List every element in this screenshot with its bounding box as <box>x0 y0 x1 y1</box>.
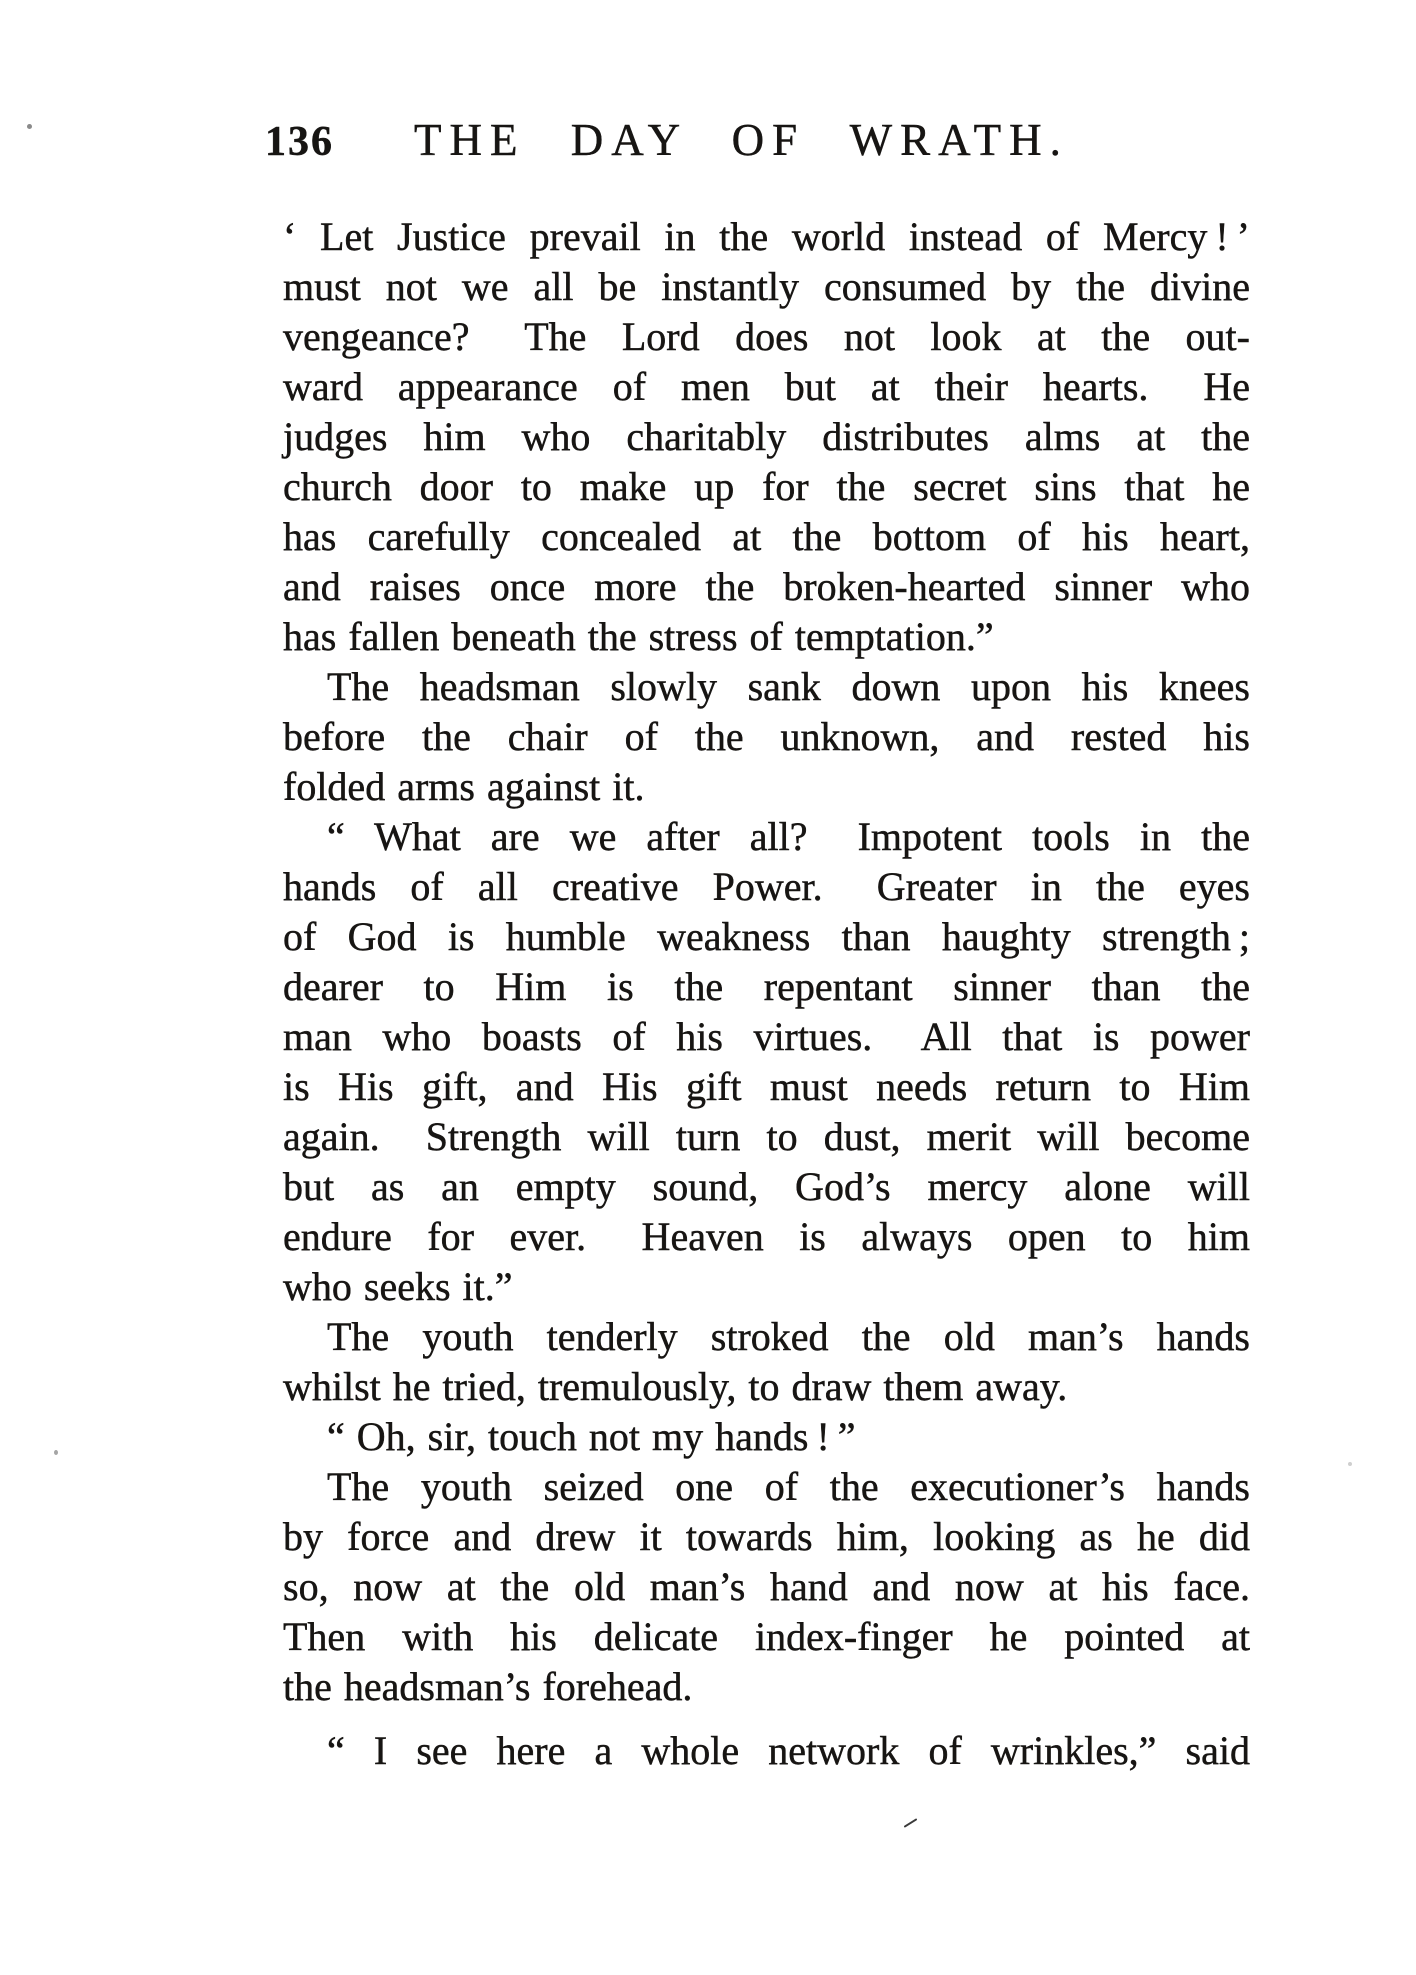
paragraph <box>283 662 1250 812</box>
text-line: whilst he tried, tremulously, to draw them away. <box>283 1364 1068 1409</box>
text-line: judges him who charitably distributes alms at the <box>283 414 1250 459</box>
text-line: “ What are we after all? Impotent tools in the <box>327 814 1250 859</box>
scan-speck <box>54 1450 58 1455</box>
text-line: man who boasts of his virtues. All that is power <box>283 1014 1250 1059</box>
text-line: before the chair of the unknown, and rested his <box>283 714 1250 759</box>
text-line: dearer to Him is the repentant sinner than the <box>283 964 1250 1009</box>
paragraph <box>283 1726 1250 1776</box>
text-line: Then with his delicate index-finger he pointed at <box>283 1614 1250 1659</box>
text-line: has carefully concealed at the bottom of his heart, <box>283 514 1250 559</box>
text-line: vengeance? The Lord does not look at the out- <box>283 314 1250 359</box>
running-title: THE DAY OF WRATH. <box>414 115 1069 165</box>
text-line: so, now at the old man’s hand and now at his face. <box>283 1564 1250 1609</box>
text-line: endure for ever. Heaven is always open to him <box>283 1214 1250 1259</box>
page-number: 136 <box>265 119 334 165</box>
text-line: “ I see here a whole network of wrinkles,” said <box>327 1728 1250 1773</box>
text-line: who seeks it.” <box>283 1264 513 1309</box>
scan-speck <box>27 124 32 129</box>
text-line: The youth seized one of the executioner’s hands <box>327 1464 1250 1509</box>
text-line: The youth tenderly stroked the old man’s hands <box>327 1314 1250 1359</box>
text-line: again. Strength will turn to dust, merit will become <box>283 1114 1250 1159</box>
text-line: has fallen beneath the stress of temptation.” <box>283 614 994 659</box>
text-line: The headsman slowly sank down upon his knees <box>327 664 1250 709</box>
paragraph <box>283 812 1250 1312</box>
paragraph <box>283 1462 1250 1712</box>
text-line: church door to make up for the secret sins that he <box>283 464 1250 509</box>
scan-speck <box>1348 1462 1352 1466</box>
paragraph <box>283 1312 1250 1412</box>
text-line: but as an empty sound, God’s mercy alone will <box>283 1164 1250 1209</box>
text-line: folded arms against it. <box>283 764 645 809</box>
paragraph <box>283 212 1250 662</box>
scan-slash-mark <box>904 1818 918 1828</box>
text-line: the headsman’s forehead. <box>283 1664 693 1709</box>
text-line: must not we all be instantly consumed by the divine <box>283 264 1250 309</box>
text-line: ‘ Let Justice prevail in the world instead of Mercy ! ’ <box>283 214 1250 259</box>
body-text <box>283 212 1250 1776</box>
paragraph <box>283 1412 1250 1462</box>
text-line: of God is humble weakness than haughty strength ; <box>283 914 1250 959</box>
text-line: “ Oh, sir, touch not my hands ! ” <box>327 1414 856 1459</box>
text-line: ward appearance of men but at their hearts. He <box>283 364 1250 409</box>
text-line: by force and drew it towards him, looking as he did <box>283 1514 1250 1559</box>
text-line: and raises once more the broken-hearted sinner who <box>283 564 1250 609</box>
text-line: hands of all creative Power. Greater in the eyes <box>283 864 1250 909</box>
text-line: is His gift, and His gift must needs return to Him <box>283 1064 1250 1109</box>
